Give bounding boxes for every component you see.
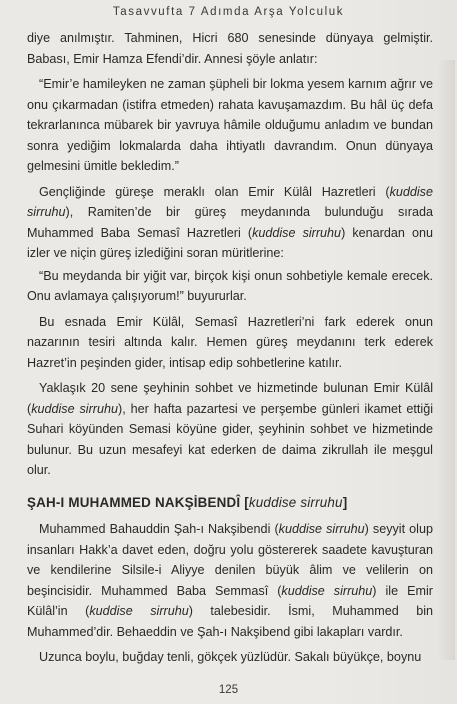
page-number: 125 <box>218 684 239 696</box>
honorific-italic: kuddise sirruhu <box>252 225 342 240</box>
section-heading <box>27 493 433 514</box>
honorific-italic: kuddise sirruhu <box>278 522 365 536</box>
text-span: ), Ramiten’de bir güreş meydanında bulunduğu sırada Muhammed Baba Semasî Hazretleri ( <box>27 205 433 240</box>
paragraph-appearance: Uzunca boylu, buğday tenli, gökçek yüzlüdür. Sakalı büyükçe, boynu <box>39 650 422 664</box>
text-span: ) ile Emir Külâl’in ( <box>27 583 433 618</box>
text-span: ) talebesidir. İsmi, Muhammed bin Muhammed’dir. Behaeddin ve Şah-ı Nakşibend gibi lakapları vardır. <box>27 604 434 639</box>
paragraph-service <box>27 378 433 481</box>
heading-italic: kuddise sirruhu <box>248 494 343 510</box>
paragraph-youth <box>27 182 433 264</box>
honorific-italic: kuddise sirruhu <box>31 401 119 416</box>
paragraph-quote-semasi: “Bu meydanda bir yiğit var, birçok kişi onun sohbetiyle kemale erecek. Onu avlamaya çalışıyorum!” buyururlar. <box>27 268 433 303</box>
text-span: ) seyyit olup insanları Hakk’a davet eden, doğru yolu göstererek saadete kavuşturan ve kendilerine Silsile-i Aliyye denilen büyük âlim ve velilerin on beşincisidir. Muhammed Baba Semmasî ( <box>27 522 433 598</box>
text-span: Yaklaşık 20 sene şeyhinin sohbet ve hizmetinde bulunan Emir Külâl ( <box>27 381 433 416</box>
text-span: ) kenardan onu izler ve niçin güreş izlediğini soran müritlerine: <box>27 225 433 260</box>
heading-bracket: ] <box>342 494 348 510</box>
text-span: Muhammed Bahauddin Şah-ı Nakşibendi ( <box>39 522 279 536</box>
text-span: Gençliğinde güreşe meraklı olan Emir Külâl Hazretleri ( <box>39 184 390 199</box>
heading-text: ŞAH-I MUHAMMED NAKŞİBENDÎ [ <box>27 494 249 510</box>
honorific-italic: kuddise sirruhu <box>89 604 189 618</box>
paragraph-nakshibendi <box>27 519 433 642</box>
body-text <box>27 28 433 673</box>
honorific-italic: kuddise sirruhu <box>27 184 433 219</box>
page-shadow <box>437 60 455 660</box>
paragraph-meeting: Bu esnada Emir Külâl, Semasî Hazretleri’ni fark ederek onun nazarının tesiri altında kalır. Hemen güreş meydanını terk ederek Hazret’in peşinden gider, intisap edip sohbetlerine katılır. <box>27 314 433 370</box>
text-span: ), her hafta pazartesi ve perşembe günleri ikamet ettiği Suhari köyünden Semasi köyüne gider, şeyhinin sohbet ve hizmetinde bulunur. Bu uzun mesafeyi kat ederken de daima zikrullah ile meşgul olur. <box>27 401 433 477</box>
paragraph-quote-mother: “Emir’e hamileyken ne zaman şüpheli bir lokma yesem karnım ağrır ve onu çıkarmadan (istifra etmeden) rahata kavuşamazdım. Bu hâl üç defa tekrarlanınca mübarek bir yavruya hâmile olduğumu anladım ve bundan sonra yediğim lokmalarda daha ihtiyatlı davrandım. Onun dünyaya gelmesini ümitle bekledim.” <box>27 77 433 173</box>
honorific-italic: kuddise sirruhu <box>281 583 373 598</box>
paragraph-1: diye anılmıştır. Tahminen, Hicri 680 senesinde dünyaya gelmiştir. Babası, Emir Hamza Efendi’dir. Annesi şöyle anlatır: <box>27 31 433 66</box>
running-header: Tasavvufta 7 Adımda Arşa Yolculuk <box>112 6 345 18</box>
